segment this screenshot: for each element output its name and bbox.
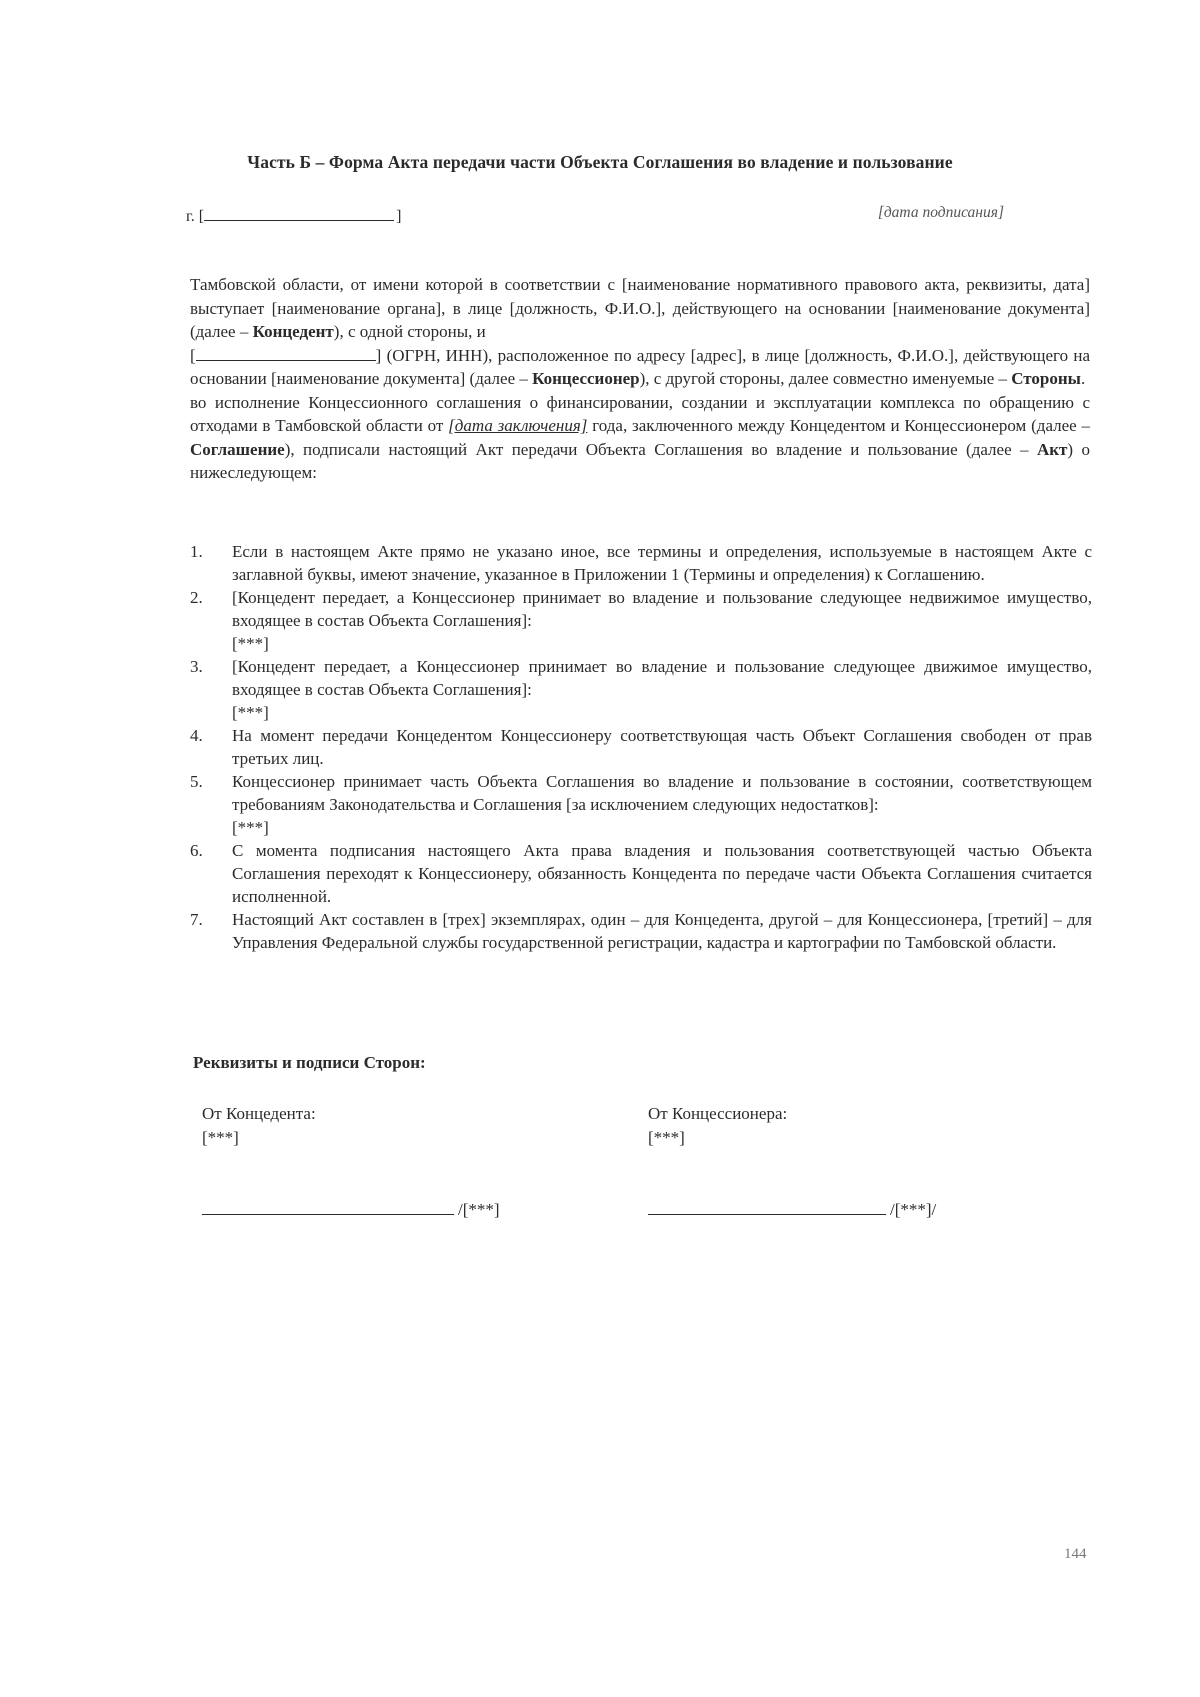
clause-text: С момента подписания настоящего Акта права владения и пользования соответствующей частью Объекта Соглашения переходят к Концессионеру, обязанность Концедента по передаче части Объекта Соглашения считается исполненной. (232, 841, 1092, 906)
city-prefix: г. [ (186, 208, 205, 225)
term-concessioner: Концессионер (532, 369, 640, 388)
term-act: Акт (1036, 439, 1068, 459)
signature-name-placeholder: /[***] (458, 1200, 500, 1219)
clause-placeholder: [***] (232, 634, 269, 653)
concedent-label: От Концедента: (202, 1104, 316, 1123)
signature-blank (202, 1198, 454, 1215)
preamble-text: Тамбовской области, от имени которой в соответствии с [наименование нормативного правового акта, реквизиты, дата] выступает [наименование органа], в лице [должность, Ф.И.О.], действующего на основании [наименование документа] (далее – (190, 275, 1090, 341)
concessioner-block (648, 1102, 787, 1150)
term-concedent: Концедент (252, 322, 334, 341)
term-parties: Стороны (1011, 369, 1081, 388)
preamble-text: ), с другой стороны, далее совместно именуемые – (639, 369, 1012, 388)
signature-blank (648, 1198, 886, 1215)
list-item (190, 839, 1092, 908)
conclusion-date-placeholder: [дата заключения] (448, 416, 588, 435)
signing-date-placeholder: [дата подписания] (877, 204, 1004, 221)
concedent-value: [***] (202, 1128, 239, 1147)
document-title: Часть Б – Форма Акта передачи части Объекта Соглашения во владение и пользование (247, 152, 953, 172)
list-item (190, 540, 1092, 586)
preamble-text: [ (190, 345, 196, 365)
clause-text: [Концедент передает, а Концессионер принимает во владение и пользование следующее движимое имущество, входящее в состав Объекта Соглашения]: (232, 657, 1092, 699)
clause-text: [Концедент передает, а Концессионер принимает во владение и пользование следующее недвижимое имущество, входящее в состав Объекта Соглашения]: (232, 588, 1092, 630)
preamble-text: ) о нижеследующем: (190, 439, 1090, 482)
list-item (190, 655, 1092, 724)
concessioner-label: От Концессионера: (648, 1104, 788, 1123)
clause-number: 6. (190, 841, 203, 860)
clause-number: 5. (190, 772, 203, 791)
preamble-text: во исполнение Концессионного соглашения о финансировании, создании и эксплуатации комплекса по обращению с отходами в Тамбовской области от (190, 392, 1090, 435)
city-field (186, 206, 401, 226)
clause-placeholder: [***] (232, 703, 269, 722)
clause-text: Концессионер принимает часть Объекта Соглашения во владение и пользование в состоянии, соответствующем требованиям Законодательства и Соглашения [за исключением следующих недостатков]: (232, 772, 1092, 814)
clause-number: 2. (190, 588, 203, 607)
list-item (190, 908, 1092, 954)
clause-text: Если в настоящем Акте прямо не указано иное, все термины и определения, используемые в настоящем Акте с заглавной буквы, имеют значение, указанное в Приложении 1 (Термины и определения) к Соглашению. (232, 542, 1092, 584)
concessioner-signature-line (648, 1198, 936, 1220)
clause-text: Настоящий Акт составлен в [трех] экземплярах, один – для Концедента, другой – для Концессионера, [третий] – для Управления Федеральной службы государственной регистрации, кадастра и картографии по Тамбовской области. (232, 910, 1092, 952)
page-number: 144 (1064, 1546, 1087, 1562)
requisites-heading: Реквизиты и подписи Сторон: (193, 1053, 426, 1072)
preamble-text: ), с одной стороны, и (333, 322, 486, 341)
preamble (190, 273, 1090, 485)
preamble-text: ] (ОГРН, ИНН), расположенное по адресу [адрес], в лице [должность, Ф.И.О.], действующего на основании [наименование документа] (далее – (190, 345, 1090, 388)
concedent-signature-line (202, 1198, 500, 1220)
concedent-block (202, 1102, 316, 1150)
preamble-text: . (1080, 369, 1086, 388)
term-agreement: Соглашение (190, 439, 285, 459)
list-item (190, 586, 1092, 655)
preamble-paragraph-1 (190, 273, 1090, 391)
clause-text: На момент передачи Концедентом Концессионеру соответствующая часть Объект Соглашения свободен от прав третьих лиц. (232, 726, 1092, 768)
clause-number: 3. (190, 657, 203, 676)
clause-number: 1. (190, 542, 203, 561)
concessioner-value: [***] (648, 1128, 685, 1147)
signature-name-placeholder: /[***]/ (890, 1200, 937, 1219)
list-item (190, 770, 1092, 839)
act-clauses-list (190, 540, 1092, 954)
clause-number: 4. (190, 726, 203, 745)
clause-number: 7. (190, 910, 203, 929)
preamble-text: года, заключенного между Концедентом и Концессионером (далее – (587, 416, 1091, 435)
clause-placeholder: [***] (232, 818, 269, 837)
preamble-text: ), подписали настоящий Акт передачи Объекта Соглашения во владение и пользование (далее – (284, 439, 1037, 459)
preamble-paragraph-2 (190, 391, 1090, 485)
city-blank-line (204, 206, 394, 221)
list-item (190, 724, 1092, 770)
city-suffix: ] (396, 208, 402, 225)
company-blank-line (196, 345, 376, 361)
